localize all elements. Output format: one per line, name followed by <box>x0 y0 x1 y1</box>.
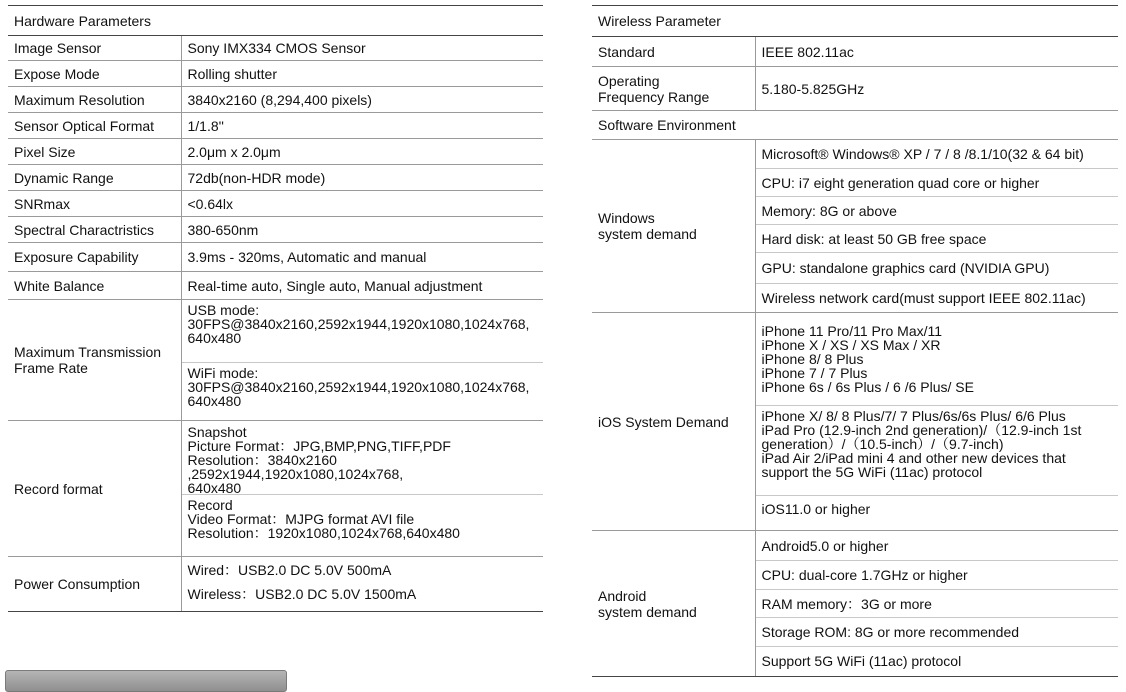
frame-rate-row <box>8 300 543 421</box>
standard-value: IEEE 802.11ac <box>755 37 1118 67</box>
row-value: Real-time auto, Single auto, Manual adjustment <box>181 272 543 300</box>
ios-row <box>592 313 1118 531</box>
power-label: Power Consumption <box>8 557 181 612</box>
list-item: RAM memory：3G or more <box>756 590 1119 618</box>
usb-mode-text: USB mode: 30FPS@3840x2160,2592x1944,1920x1080,1024x768, 640x480 <box>182 300 544 363</box>
row-value: 3840x2160 (8,294,400 pixels) <box>181 87 543 113</box>
row-label: Sensor Optical Format <box>8 113 181 139</box>
table-row <box>592 37 1118 67</box>
row-value: <0.64lx <box>181 191 543 217</box>
power-values <box>181 557 543 612</box>
record-format-row <box>8 421 543 557</box>
ios-items <box>755 313 1118 531</box>
list-item: Microsoft® Windows® XP / 7 / 8 /8.1/10(32 & 64 bit) <box>756 140 1119 169</box>
row-value: 2.0μm x 2.0μm <box>181 139 543 165</box>
table-row <box>8 61 543 87</box>
table-row <box>8 217 543 243</box>
table-row <box>8 272 543 300</box>
row-label: White Balance <box>8 272 181 300</box>
record-format-values <box>181 421 543 557</box>
wireless-software-table <box>592 5 1118 677</box>
list-item: Hard disk: at least 50 GB free space <box>756 225 1119 253</box>
windows-label: Windows system demand <box>592 140 755 313</box>
frequency-label: Operating Frequency Range <box>592 67 755 111</box>
table-row <box>8 165 543 191</box>
power-wireless-text: Wireless：USB2.0 DC 5.0V 1500mA <box>187 586 417 602</box>
ios-version-text: iOS11.0 or higher <box>761 501 871 517</box>
list-item: Wireless network card(must support IEEE 802.11ac) <box>761 290 1086 306</box>
row-value: Sony IMX334 CMOS Sensor <box>181 36 543 61</box>
ios-devices-text-2: iPhone X/ 8/ 8 Plus/7/ 7 Plus/6s/6s Plus/ 6/6 Plus iPad Pro (12.9-inch 2nd generation)/（12.9-inch 1st generation）/（10.5-inch）/（9.7-inch) iPad Air 2/iPad mini 4 and other new devices that support the 5G WiFi (11ac) protocol <box>756 406 1119 496</box>
wifi-mode-text: WiFi mode: 30FPS@3840x2160,2592x1944,1920x1080,1024x768, 640x480 <box>187 365 530 409</box>
row-label: SNRmax <box>8 191 181 217</box>
list-item: Memory: 8G or above <box>756 197 1119 225</box>
row-label: Spectral Charactristics <box>8 217 181 243</box>
row-label: Maximum Resolution <box>8 87 181 113</box>
row-value: 1/1.8'' <box>181 113 543 139</box>
wireless-header-row <box>592 6 1118 37</box>
record-video-text: Record Video Format：MJPG format AVI file Resolution：1920x1080,1024x768,640x480 <box>187 496 460 541</box>
frame-rate-values <box>181 300 543 421</box>
table-row <box>8 191 543 217</box>
android-row <box>592 531 1118 677</box>
frame-rate-label: Maximum Transmission Frame Rate <box>8 300 181 421</box>
table-row <box>8 139 543 165</box>
row-label: Image Sensor <box>8 36 181 61</box>
list-item: CPU: i7 eight generation quad core or higher <box>756 169 1119 197</box>
power-row <box>8 557 543 612</box>
row-label: Dynamic Range <box>8 165 181 191</box>
power-wired-text: Wired：USB2.0 DC 5.0V 500mA <box>187 562 392 578</box>
row-label: Exposure Capability <box>8 243 181 272</box>
hardware-parameters-table <box>8 5 543 612</box>
windows-row <box>592 140 1118 313</box>
list-item: GPU: standalone graphics card (NVIDIA GPU) <box>756 253 1119 284</box>
row-label: Pixel Size <box>8 139 181 165</box>
table-row <box>8 36 543 61</box>
list-item: Storage ROM: 8G or more recommended <box>756 618 1119 647</box>
row-value: Rolling shutter <box>181 61 543 87</box>
android-items <box>755 531 1118 677</box>
windows-items <box>755 140 1118 313</box>
software-title: Software Environment <box>592 111 1118 140</box>
frequency-value: 5.180-5.825GHz <box>755 67 1118 111</box>
ios-label: iOS System Demand <box>592 313 755 531</box>
software-header-row <box>592 111 1118 140</box>
table-row <box>8 87 543 113</box>
android-label: Android system demand <box>592 531 755 677</box>
standard-label: Standard <box>592 37 755 67</box>
row-value: 72db(non-HDR mode) <box>181 165 543 191</box>
snapshot-text: Snapshot Picture Format：JPG,BMP,PNG,TIFF,PDF Resolution：3840x2160 ,2592x1944,1920x1080,1024x768, 640x480 <box>182 422 544 495</box>
table-row <box>592 67 1118 111</box>
table-row <box>8 113 543 139</box>
row-label: Expose Mode <box>8 61 181 87</box>
ios-devices-text: iPhone 11 Pro/11 Pro Max/11 iPhone X / XS / XS Max / XR iPhone 8/ 8 Plus iPhone 7 / 7 Plus iPhone 6s / 6s Plus / 6 /6 Plus/ SE <box>756 321 1119 406</box>
list-item: CPU: dual-core 1.7GHz or higher <box>756 561 1119 590</box>
list-item: Support 5G WiFi (11ac) protocol <box>761 653 962 669</box>
record-format-label: Record format <box>8 421 181 557</box>
row-value: 3.9ms - 320ms, Automatic and manual <box>181 243 543 272</box>
wireless-title: Wireless Parameter <box>592 6 1118 37</box>
hardware-header-row <box>8 6 543 36</box>
hardware-title: Hardware Parameters <box>8 6 543 36</box>
row-value: 380-650nm <box>181 217 543 243</box>
table-row <box>8 243 543 272</box>
list-item: Android5.0 or higher <box>756 532 1119 561</box>
partial-button[interactable] <box>5 670 287 692</box>
